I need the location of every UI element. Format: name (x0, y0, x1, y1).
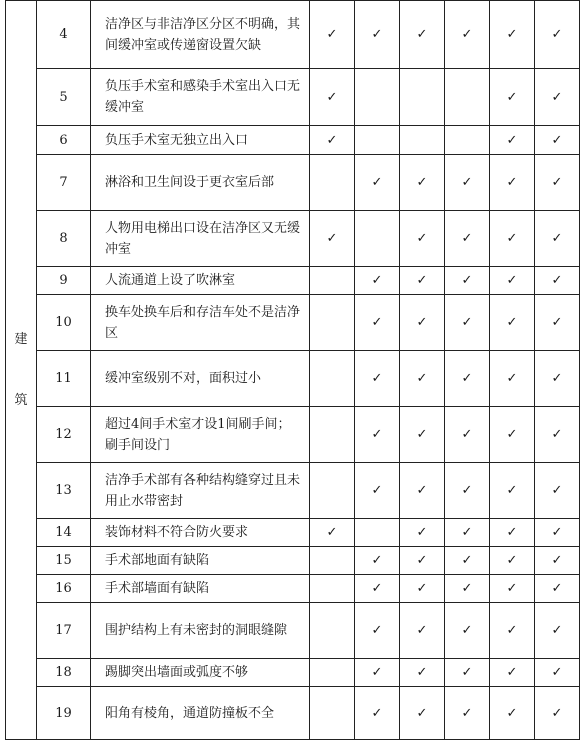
table-row (6, 407, 580, 463)
check-mark-icon: ✓ (461, 371, 473, 386)
check-cell (490, 1, 535, 69)
table-row (6, 1, 580, 69)
table-row (6, 155, 580, 211)
check-mark-icon: ✓ (461, 705, 473, 721)
row-number: 15 (37, 547, 91, 575)
check-cell (535, 687, 580, 740)
check-mark-icon: ✓ (506, 553, 518, 568)
table-row (6, 687, 580, 740)
table-row (6, 126, 580, 155)
check-mark-icon: ✓ (326, 231, 338, 246)
check-mark-icon: ✓ (416, 371, 428, 386)
check-cell (445, 295, 490, 351)
check-cell (445, 211, 490, 267)
check-mark-icon: ✓ (551, 553, 563, 568)
check-cell (535, 1, 580, 69)
check-cell (310, 603, 355, 659)
check-cell (355, 1, 400, 69)
check-mark-icon: ✓ (461, 315, 473, 330)
check-cell (445, 1, 490, 69)
check-cell (310, 547, 355, 575)
check-mark-icon: ✓ (461, 623, 473, 638)
check-cell (400, 407, 445, 463)
check-cell (355, 547, 400, 575)
check-mark-icon: ✓ (551, 483, 563, 498)
row-number: 6 (37, 126, 91, 155)
check-mark-icon: ✓ (416, 553, 428, 568)
check-cell (400, 1, 445, 69)
check-cell (490, 69, 535, 126)
check-mark-icon: ✓ (506, 175, 518, 190)
check-cell (535, 211, 580, 267)
row-number: 8 (37, 211, 91, 267)
check-cell (445, 659, 490, 687)
check-cell (490, 295, 535, 351)
check-cell (355, 267, 400, 295)
check-cell (445, 603, 490, 659)
check-cell (310, 126, 355, 155)
check-mark-icon: ✓ (506, 315, 518, 330)
row-description: 负压手术室和感染手术室出入口无缓冲室 (91, 69, 310, 126)
check-mark-icon: ✓ (326, 89, 338, 105)
table-row (6, 547, 580, 575)
check-cell (310, 519, 355, 547)
check-mark-icon: ✓ (506, 581, 518, 596)
check-cell (310, 1, 355, 69)
row-description: 淋浴和卫生间设于更衣室后部 (91, 155, 310, 211)
check-cell (535, 547, 580, 575)
check-mark-icon: ✓ (551, 705, 563, 721)
check-mark-icon: ✓ (416, 623, 428, 638)
check-mark-icon: ✓ (551, 175, 563, 190)
check-cell (535, 407, 580, 463)
check-cell (310, 69, 355, 126)
table-row (6, 519, 580, 547)
check-cell (535, 575, 580, 603)
check-mark-icon: ✓ (551, 581, 563, 596)
check-mark-icon: ✓ (416, 581, 428, 596)
check-mark-icon: ✓ (326, 525, 338, 540)
check-mark-icon: ✓ (416, 27, 428, 42)
check-mark-icon: ✓ (371, 427, 383, 442)
check-cell (310, 687, 355, 740)
category-char: 建 (14, 332, 28, 347)
check-mark-icon: ✓ (461, 27, 473, 42)
check-mark-icon: ✓ (371, 705, 383, 721)
check-mark-icon: ✓ (371, 175, 383, 190)
check-cell (355, 603, 400, 659)
check-cell (445, 687, 490, 740)
check-mark-icon: ✓ (506, 273, 518, 288)
check-mark-icon: ✓ (506, 483, 518, 498)
check-cell (445, 407, 490, 463)
check-cell (310, 295, 355, 351)
check-cell (355, 463, 400, 519)
row-description: 洁净区与非洁净区分区不明确，其间缓冲室或传递窗设置欠缺 (91, 1, 310, 69)
check-mark-icon: ✓ (326, 27, 338, 42)
row-number: 17 (37, 603, 91, 659)
check-mark-icon: ✓ (461, 665, 473, 680)
check-mark-icon: ✓ (551, 623, 563, 638)
check-mark-icon: ✓ (461, 483, 473, 498)
check-cell (310, 155, 355, 211)
check-mark-icon: ✓ (551, 371, 563, 386)
check-cell (445, 126, 490, 155)
check-cell (445, 519, 490, 547)
check-cell (355, 155, 400, 211)
row-number: 12 (37, 407, 91, 463)
table-row (6, 463, 580, 519)
row-number: 9 (37, 267, 91, 295)
category-cell (6, 1, 37, 740)
check-cell (310, 407, 355, 463)
check-mark-icon: ✓ (506, 665, 518, 680)
row-description: 超过4间手术室才设1间刷手间；刷手间设门 (91, 407, 310, 463)
check-cell (490, 687, 535, 740)
check-mark-icon: ✓ (371, 581, 383, 596)
check-cell (310, 575, 355, 603)
check-cell (445, 463, 490, 519)
check-mark-icon: ✓ (551, 132, 563, 148)
row-number: 11 (37, 351, 91, 407)
category-char: 筑 (14, 393, 28, 408)
row-description: 阳角有棱角，通道防撞板不全 (91, 687, 310, 740)
table-row (6, 351, 580, 407)
table-row (6, 575, 580, 603)
table-row (6, 659, 580, 687)
check-cell (445, 575, 490, 603)
check-cell (310, 463, 355, 519)
check-cell (490, 519, 535, 547)
check-mark-icon: ✓ (506, 231, 518, 246)
check-mark-icon: ✓ (551, 231, 563, 246)
check-cell (400, 687, 445, 740)
row-description: 换车处换车后和存洁车处不是洁净区 (91, 295, 310, 351)
check-mark-icon: ✓ (416, 483, 428, 498)
row-number: 18 (37, 659, 91, 687)
check-mark-icon: ✓ (551, 427, 563, 442)
check-cell (310, 351, 355, 407)
check-mark-icon: ✓ (371, 623, 383, 638)
check-cell (355, 687, 400, 740)
check-cell (355, 519, 400, 547)
check-mark-icon: ✓ (371, 483, 383, 498)
check-cell (490, 603, 535, 659)
check-mark-icon: ✓ (416, 665, 428, 680)
check-mark-icon: ✓ (371, 665, 383, 680)
check-mark-icon: ✓ (416, 427, 428, 442)
check-cell (535, 603, 580, 659)
check-mark-icon: ✓ (416, 273, 428, 288)
row-description: 人流通道上设了吹淋室 (91, 267, 310, 295)
row-number: 5 (37, 69, 91, 126)
check-cell (535, 69, 580, 126)
check-mark-icon: ✓ (371, 27, 383, 42)
check-cell (490, 407, 535, 463)
check-cell (445, 267, 490, 295)
check-mark-icon: ✓ (461, 175, 473, 190)
check-mark-icon: ✓ (416, 705, 428, 721)
check-cell (445, 155, 490, 211)
check-cell (445, 547, 490, 575)
row-number: 10 (37, 295, 91, 351)
row-description: 洁净手术部有各种结构缝穿过且未用止水带密封 (91, 463, 310, 519)
table-row (6, 295, 580, 351)
row-number: 14 (37, 519, 91, 547)
row-description: 手术部地面有缺陷 (91, 547, 310, 575)
table-row (6, 603, 580, 659)
row-number: 7 (37, 155, 91, 211)
row-description: 围护结构上有未密封的洞眼缝隙 (91, 603, 310, 659)
row-number: 13 (37, 463, 91, 519)
check-cell (400, 603, 445, 659)
check-cell (490, 211, 535, 267)
check-mark-icon: ✓ (371, 315, 383, 330)
check-mark-icon: ✓ (551, 665, 563, 680)
check-mark-icon: ✓ (371, 371, 383, 386)
check-cell (490, 126, 535, 155)
check-cell (400, 463, 445, 519)
check-cell (400, 547, 445, 575)
check-mark-icon: ✓ (461, 553, 473, 568)
check-mark-icon: ✓ (416, 175, 428, 190)
check-cell (400, 126, 445, 155)
check-cell (355, 659, 400, 687)
check-mark-icon: ✓ (551, 273, 563, 288)
table-row (6, 267, 580, 295)
check-cell (535, 351, 580, 407)
check-cell (310, 659, 355, 687)
check-mark-icon: ✓ (371, 553, 383, 568)
check-cell (355, 211, 400, 267)
check-mark-icon: ✓ (461, 273, 473, 288)
checklist-table (5, 0, 580, 740)
check-cell (445, 69, 490, 126)
check-mark-icon: ✓ (461, 581, 473, 596)
check-mark-icon: ✓ (461, 231, 473, 246)
check-cell (535, 267, 580, 295)
check-mark-icon: ✓ (506, 371, 518, 386)
row-description: 踢脚突出墙面或弧度不够 (91, 659, 310, 687)
check-cell (445, 351, 490, 407)
check-cell (400, 519, 445, 547)
check-mark-icon: ✓ (416, 315, 428, 330)
checklist-body (6, 1, 580, 740)
check-cell (355, 126, 400, 155)
check-cell (535, 519, 580, 547)
table-row (6, 211, 580, 267)
row-number: 19 (37, 687, 91, 740)
check-mark-icon: ✓ (326, 132, 338, 148)
check-mark-icon: ✓ (371, 273, 383, 288)
check-cell (535, 659, 580, 687)
check-mark-icon: ✓ (416, 231, 428, 246)
row-number: 4 (37, 1, 91, 69)
check-mark-icon: ✓ (506, 132, 518, 148)
check-mark-icon: ✓ (551, 525, 563, 540)
table-row (6, 69, 580, 126)
check-mark-icon: ✓ (551, 315, 563, 330)
check-mark-icon: ✓ (506, 27, 518, 42)
check-cell (355, 575, 400, 603)
check-cell (535, 463, 580, 519)
check-mark-icon: ✓ (461, 427, 473, 442)
check-cell (310, 211, 355, 267)
check-mark-icon: ✓ (461, 525, 473, 540)
row-description: 人物用电梯出口设在洁净区又无缓冲室 (91, 211, 310, 267)
check-cell (355, 295, 400, 351)
check-cell (400, 295, 445, 351)
check-mark-icon: ✓ (506, 525, 518, 540)
check-cell (400, 155, 445, 211)
check-mark-icon: ✓ (506, 427, 518, 442)
check-mark-icon: ✓ (506, 623, 518, 638)
check-mark-icon: ✓ (551, 89, 563, 105)
row-description: 负压手术室无独立出入口 (91, 126, 310, 155)
check-mark-icon: ✓ (416, 525, 428, 540)
check-mark-icon: ✓ (506, 89, 518, 105)
row-description: 手术部墙面有缺陷 (91, 575, 310, 603)
check-cell (400, 659, 445, 687)
check-mark-icon: ✓ (551, 27, 563, 42)
check-mark-icon: ✓ (506, 705, 518, 721)
check-cell (490, 575, 535, 603)
check-cell (535, 295, 580, 351)
row-description: 装饰材料不符合防火要求 (91, 519, 310, 547)
row-description: 缓冲室级别不对，面积过小 (91, 351, 310, 407)
check-cell (490, 463, 535, 519)
check-cell (490, 267, 535, 295)
check-cell (355, 351, 400, 407)
check-cell (355, 69, 400, 126)
check-cell (400, 575, 445, 603)
row-number: 16 (37, 575, 91, 603)
check-cell (490, 547, 535, 575)
check-cell (535, 155, 580, 211)
check-cell (355, 407, 400, 463)
check-cell (490, 659, 535, 687)
check-cell (400, 351, 445, 407)
check-cell (490, 351, 535, 407)
check-cell (400, 211, 445, 267)
check-cell (310, 267, 355, 295)
check-cell (490, 155, 535, 211)
check-cell (400, 267, 445, 295)
check-cell (400, 69, 445, 126)
check-cell (535, 126, 580, 155)
